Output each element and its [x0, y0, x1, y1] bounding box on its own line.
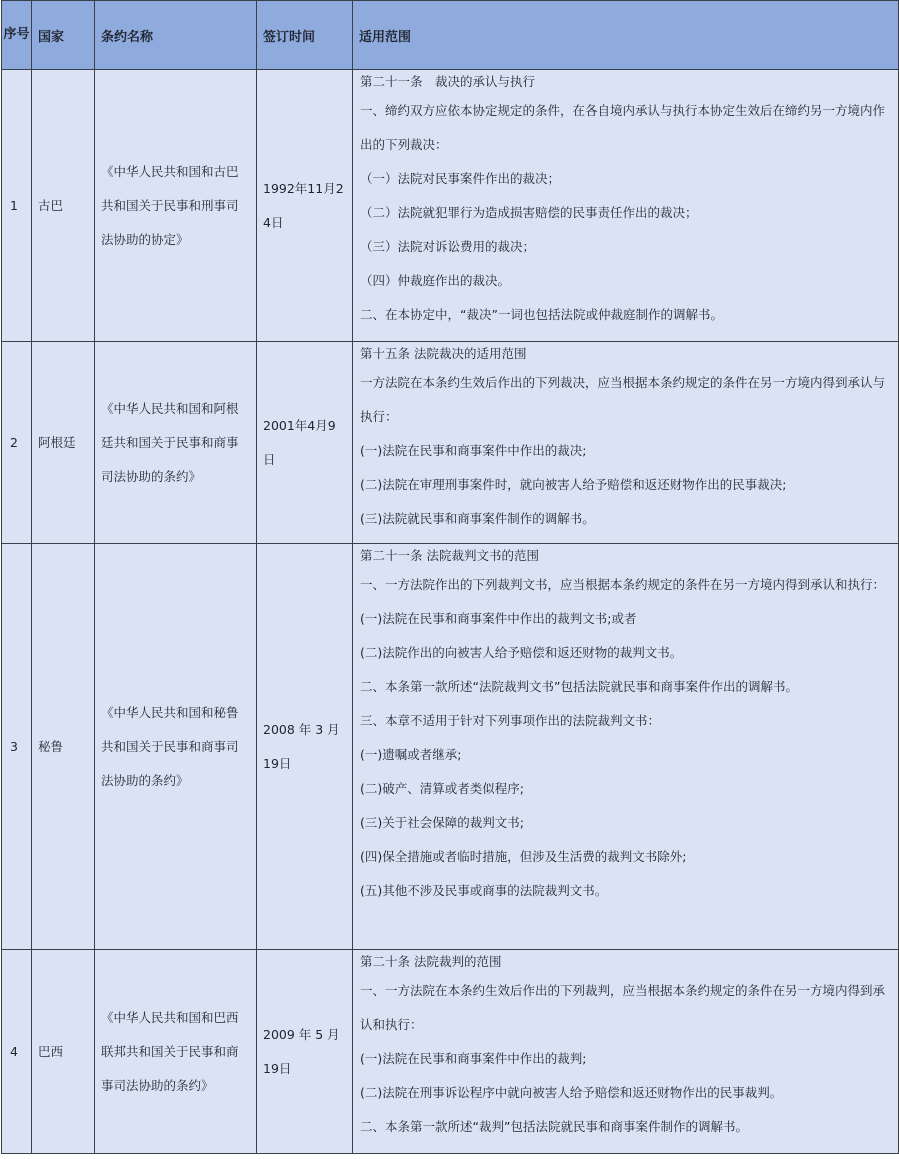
row-signed-date: 2009 年 5 月 19日 [257, 950, 353, 1154]
scope-line: (二)法院在刑事诉讼程序中就向被害人给予赔偿和返还财物作出的民事裁判。 [360, 1085, 783, 1100]
row-signed-date: 2001年4月9日 [257, 342, 353, 544]
header-country: 国家 [32, 1, 95, 70]
scope-line: (一)法院在民事和商事案件中作出的裁判文书;或者 [360, 611, 637, 626]
row-index: 2 [2, 342, 32, 544]
scope-line: (二)法院在审理刑事案件时，就向被害人给予赔偿和返还财物作出的民事裁决; [360, 477, 787, 492]
scope-line: (三)关于社会保障的裁判文书; [360, 815, 524, 830]
row-index: 1 [2, 70, 32, 342]
row-scope [353, 544, 899, 950]
table-row [2, 70, 899, 342]
scope-line: 二、本条第一款所述“法院裁判文书”包括法院就民事和商事案件作出的调解书。 [360, 679, 798, 694]
scope-line: (三)法院就民事和商事案件制作的调解书。 [360, 511, 595, 526]
header-scope: 适用范围 [353, 1, 899, 70]
header-treaty-name: 条约名称 [95, 1, 257, 70]
scope-line: 第二十条 法院裁判的范围 [360, 954, 502, 969]
row-signed-date: 2008 年 3 月 19日 [257, 544, 353, 950]
scope-line: 二、在本协定中，“裁决”一词也包括法院或仲裁庭制作的调解书。 [360, 307, 723, 322]
scope-line: 一、一方法院在本条约生效后作出的下列裁判，应当根据本条约规定的条件在另一方境内得到承认和执行： [360, 983, 886, 1032]
scope-line: （四）仲裁庭作出的裁决。 [360, 273, 511, 288]
table-body [2, 70, 899, 1154]
row-index: 4 [2, 950, 32, 1154]
table-row [2, 950, 899, 1154]
scope-line: (四)保全措施或者临时措施，但涉及生活费的裁判文书除外; [360, 849, 687, 864]
header-index: 序号 [2, 1, 32, 70]
row-scope [353, 342, 899, 544]
scope-line: 第二十一条 法院裁判文书的范围 [360, 548, 539, 563]
table-row [2, 342, 899, 544]
scope-line: (二)法院作出的向被害人给予赔偿和返还财物的裁判文书。 [360, 645, 683, 660]
row-scope [353, 950, 899, 1154]
scope-line: 一、缔约双方应依本协定规定的条件，在各自境内承认与执行本协定生效后在缔约另一方境内作出的下列裁决： [360, 103, 886, 152]
row-treaty-name: 《中华人民共和国和古巴共和国关于民事和刑事司法协助的协定》 [95, 70, 257, 342]
row-country: 古巴 [32, 70, 95, 342]
row-treaty-name: 《中华人民共和国和秘鲁共和国关于民事和商事司法协助的条约》 [95, 544, 257, 950]
scope-line: （一）法院对民事案件作出的裁决； [360, 171, 561, 186]
header-signed-date: 签订时间 [257, 1, 353, 70]
scope-line: (一)法院在民事和商事案件中作出的裁判; [360, 1051, 587, 1066]
scope-line: 一、一方法院作出的下列裁判文书，应当根据本条约规定的条件在另一方境内得到承认和执行： [360, 577, 886, 592]
scope-line: （三）法院对诉讼费用的裁决； [360, 239, 536, 254]
table-row [2, 544, 899, 950]
row-signed-date: 1992年11月24日 [257, 70, 353, 342]
scope-line: (五)其他不涉及民事或商事的法院裁判文书。 [360, 883, 608, 898]
row-country: 阿根廷 [32, 342, 95, 544]
row-country: 秘鲁 [32, 544, 95, 950]
row-treaty-name: 《中华人民共和国和巴西联邦共和国关于民事和商事司法协助的条约》 [95, 950, 257, 1154]
scope-line: （二）法院就犯罪行为造成损害赔偿的民事责任作出的裁决； [360, 205, 698, 220]
scope-line: (一)法院在民事和商事案件中作出的裁决; [360, 443, 587, 458]
scope-line: 一方法院在本条约生效后作出的下列裁决，应当根据本条约规定的条件在另一方境内得到承认与执行： [360, 375, 886, 424]
scope-line: 二、本条第一款所述“裁判”包括法院就民事和商事案件制作的调解书。 [360, 1119, 748, 1134]
row-index: 3 [2, 544, 32, 950]
row-country: 巴西 [32, 950, 95, 1154]
scope-line: 三、本章不适用于针对下列事项作出的法院裁判文书： [360, 713, 661, 728]
scope-line: 第十五条 法院裁决的适用范围 [360, 346, 527, 361]
scope-line: 第二十一条 裁决的承认与执行 [360, 74, 536, 89]
row-treaty-name: 《中华人民共和国和阿根廷共和国关于民事和商事司法协助的条约》 [95, 342, 257, 544]
scope-line: (一)遗嘱或者继承; [360, 747, 462, 762]
row-scope [353, 70, 899, 342]
scope-line: (二)破产、清算或者类似程序; [360, 781, 524, 796]
treaty-table [1, 0, 899, 1154]
header-row [2, 1, 899, 70]
